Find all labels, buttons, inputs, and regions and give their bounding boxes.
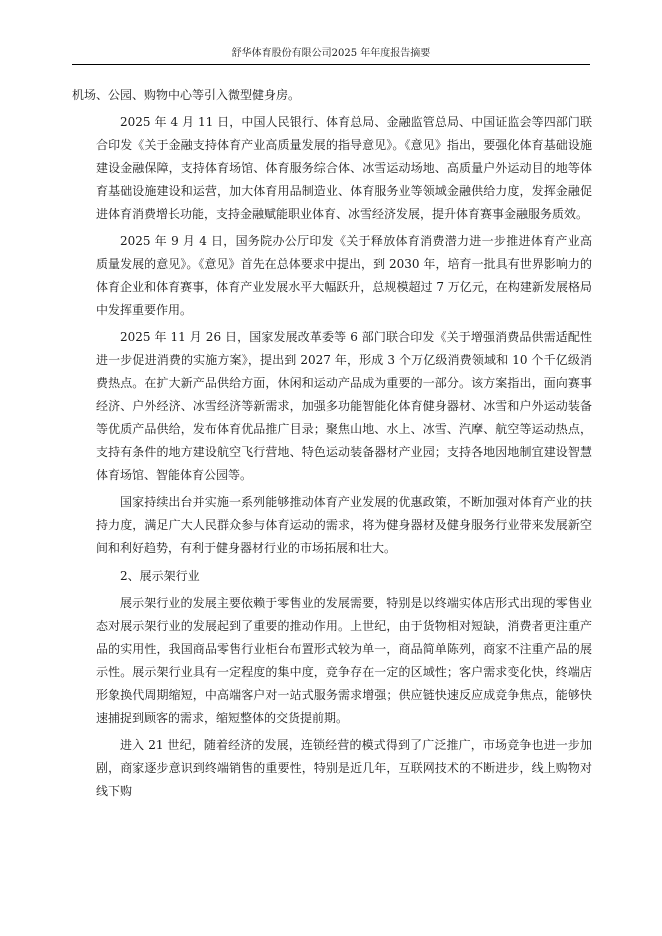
paragraph-state-council-opinion: 2025 年 9 月 4 日，国务院办公厅印发《关于释放体育消费潜力进一步推进体育产业高质量发展的意见》。《意见》首先在总体要求中提出，到 2030 年，培育一批具有世界影响力的体育企业和体育赛事，体育产业发展水平大幅跃升，总规模超过 7 万亿元，在构建新发展格局中发挥重要作用。 [96, 234, 592, 318]
paragraph-policy-summary: 国家持续出台并实施一系列能够推动体育产业发展的优惠政策，不断加强对体育产业的扶持力度，满足广大人民群众参与体育运动的需求，将为健身器材及健身服务行业带来发展新空间和利好趋势，有利于健身器材行业的市场拓展和壮大。 [96, 495, 592, 556]
section-heading-display-rack: 2、展示架行业 [120, 568, 200, 583]
paragraph-21st-century: 进入 21 世纪，随着经济的发展，连锁经营的模式得到了广泛推广，市场竞争也进一步加剧，商家逐步意识到终端销售的重要性，特别是近几年，互联网技术的不断进步，线上购物对线下购 [96, 737, 592, 798]
document-body [72, 84, 592, 807]
header-divider [72, 64, 590, 65]
paragraph-display-rack-industry: 展示架行业的发展主要依赖于零售业的发展需要，特别是以终端实体店形式出现的零售业态对展示架行业的发展起到了重要的推动作用。上世纪，由于货物相对短缺，消费者更注重产品的实用性，我国商品零售行业柜台布置形式较为单一，商品简单陈列，商家不注重产品的展示性。展示架行业具有一定程度的集中度，竞争存在一定的区域性；客户需求变化快，终端店形象换代周期缩短，中高端客户对一站式服务需求增强；供应链快速反应成竞争焦点，能够快速捕捉到顾客的需求，缩短整体的交货提前期。 [96, 595, 592, 725]
paragraph-continuation: 机场、公园、购物中心等引入微型健身房。 [72, 88, 301, 102]
page-header: 舒华体育股份有限公司2025 年年度报告摘要 [231, 48, 431, 59]
paragraph-finance-policy: 2025 年 4 月 11 日，中国人民银行、体育总局、金融监管总局、中国证监会等四部门联合印发《关于金融支持体育产业高质量发展的指导意见》。《意见》指出，要强化体育基础设施建设金融保障，支持体育场馆、体育服务综合体、冰雪运动场地、高质量户外运动目的地等体育基础设施建设和运营，加大体育用品制造业、体育服务业等领域金融供给力度，发挥金融促进体育消费增长功能，支持金融赋能职业体育、冰雪经济发展，提升体育赛事金融服务质效。 [96, 115, 592, 222]
paragraph-ndrc-plan: 2025 年 11 月 26 日，国家发展改革委等 6 部门联合印发《关于增强消费品供需适配性进一步促进消费的实施方案》，提出到 2027 年，形成 3 个万亿级消费领域和 10 个千亿级消费热点。在扩大新产品供给方面，休闲和运动产品成为重要的一部分。该方案指出，面向赛事经济、户外经济、冰雪经济等新需求，加强多功能智能化体育健身器材、冰雪和户外运动装备等优质产品供给，发布体育优品推广目录；聚焦山地、水上、冰雪、汽摩、航空等运动热点，支持有条件的地方建设航空飞行营地、特色运动装备器材产业园；支持各地因地制宜建设智慧体育场馆、智能体育公园等。 [96, 330, 592, 483]
